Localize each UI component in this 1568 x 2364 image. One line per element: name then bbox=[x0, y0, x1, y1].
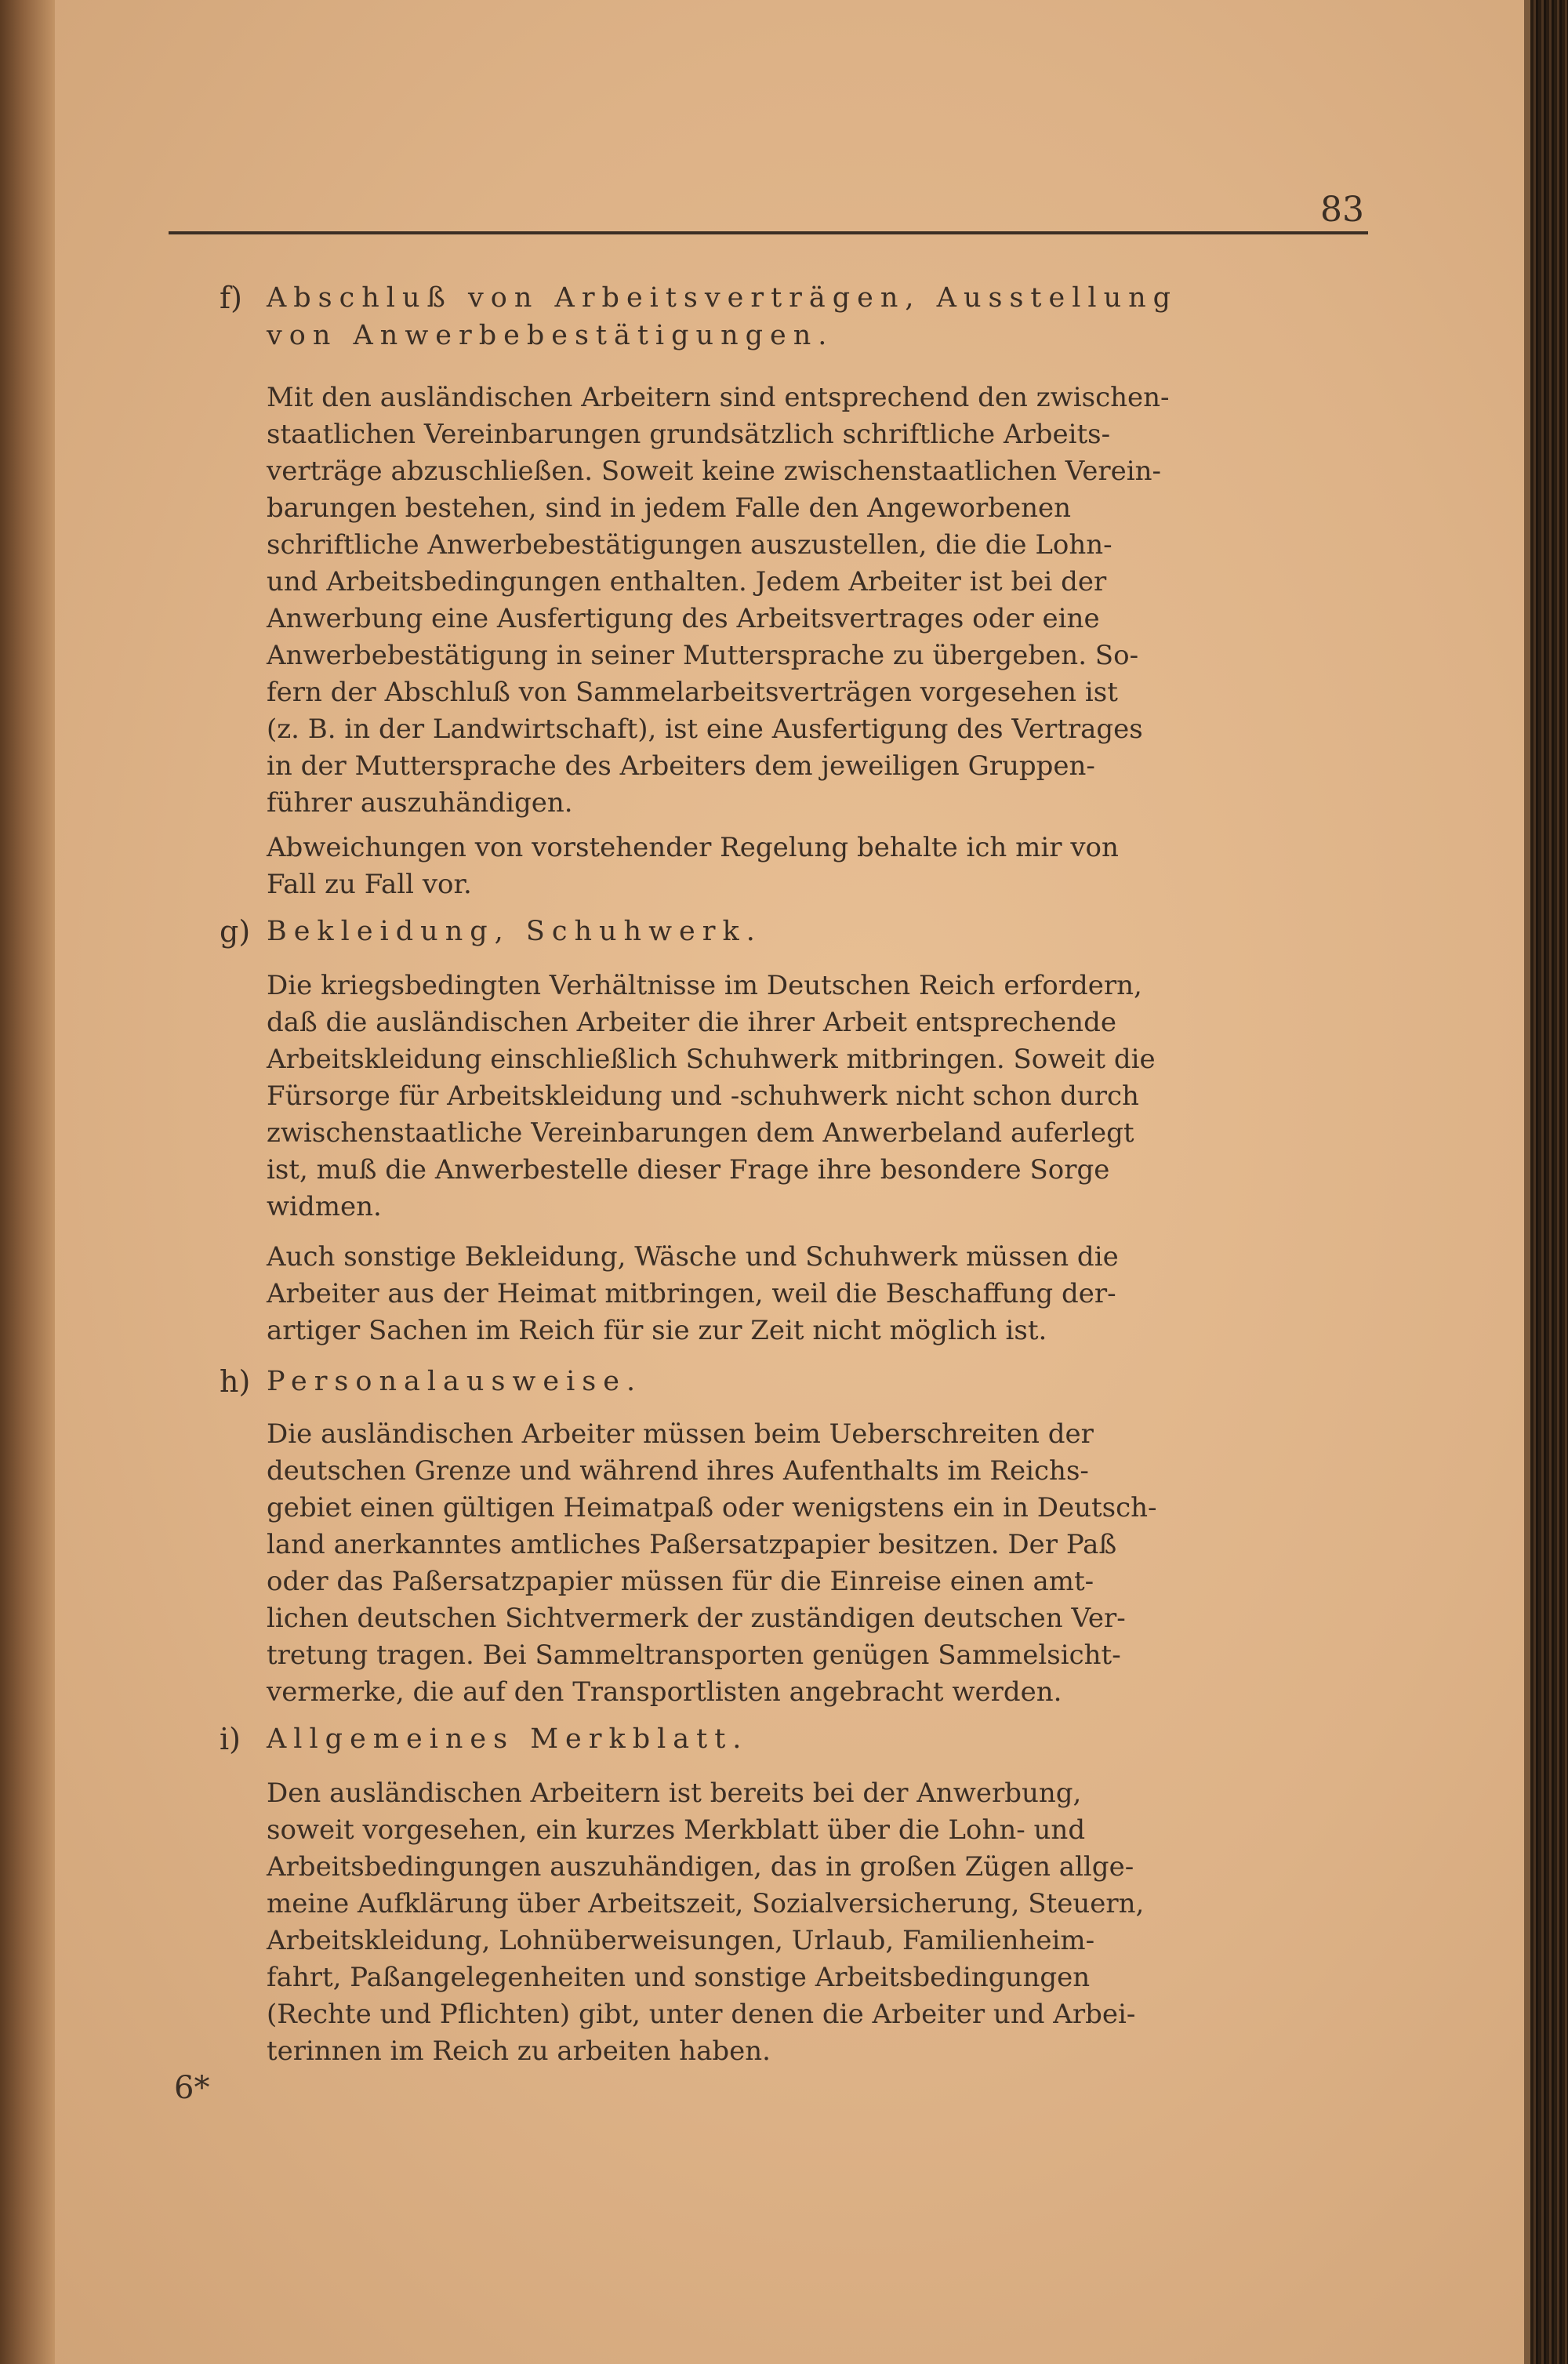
section-g-marker: g) bbox=[220, 914, 251, 949]
section-h-paragraph-1: Die ausländischen Arbeiter müssen beim Ueberschreiten der deutschen Grenze und während ihres Aufenthalts im Reichs- gebiet einen gültigen Heimatpaß oder wenigstens ein in Deutsch- land anerkanntes amtliches Paßersatzpapier besitzen. Der Paß oder das Paßersatzpapier müssen für die Einreise einen amt- lichen deutschen Sichtvermerk der zuständigen deutschen Ver- tretung tragen. Bei Sammeltransporten genügen Sammelsicht- vermerke, die auf den Transportlisten angebracht werden. bbox=[267, 1418, 1157, 1708]
section-g-paragraph-2: Auch sonstige Bekleidung, Wäsche und Schuhwerk müssen die Arbeiter aus der Heimat mitbringen, weil die Beschaffung der- artiger Sachen im Reich für sie zur Zeit nicht möglich ist. bbox=[267, 1241, 1119, 1346]
binding-gutter bbox=[0, 0, 55, 2364]
page-number: 83 bbox=[1320, 190, 1364, 230]
signature-mark: 6* bbox=[174, 2070, 210, 2106]
section-f-heading: Abschluß von Arbeitsverträgen, Ausstellung von Anwerbebestätigungen. bbox=[267, 282, 1178, 351]
section-i-marker: i) bbox=[220, 1722, 241, 1756]
section-f-paragraph-1: Mit den ausländischen Arbeitern sind entsprechend den zwischen- staatlichen Vereinbarungen grundsätzlich schriftliche Arbeits- verträge abzuschließen. Soweit keine zwischenstaatlichen Verein- barungen bestehen, sind in jedem Falle den Angeworbenen schriftliche Anwerbebestätigungen auszustellen, die die Lohn- und Arbeitsbedingungen enthalten. Jedem Arbeiter ist bei der Anwerbung eine Ausfertigung des Arbeitsvertrages oder eine Anwerbebestätigung in seiner Muttersprache zu übergeben. So- fern der Abschluß von Sammelarbeitsverträgen vorgesehen ist (z. B. in der Landwirtschaft), ist eine Ausfertigung des Vertrages in der Muttersprache des Arbeiters dem jeweiligen Gruppen- führer auszuhändigen. bbox=[267, 382, 1170, 819]
section-f-marker: f) bbox=[220, 281, 242, 315]
section-h-heading: Personalausweise. bbox=[267, 1366, 643, 1397]
section-h-marker: h) bbox=[220, 1364, 251, 1399]
section-i-heading: Allgemeines Merkblatt. bbox=[267, 1723, 749, 1755]
section-f-paragraph-2: Abweichungen von vorstehender Regelung behalte ich mir von Fall zu Fall vor. bbox=[267, 832, 1119, 900]
section-g-heading: Bekleidung, Schuhwerk. bbox=[267, 916, 762, 947]
page-edge-stack bbox=[1530, 0, 1568, 2364]
header-rule bbox=[169, 231, 1368, 234]
page-edge-light bbox=[1524, 0, 1530, 2364]
section-g-paragraph-1: Die kriegsbedingten Verhältnisse im Deutschen Reich erfordern, daß die ausländischen Arbeiter die ihrer Arbeit entsprechende Arbeitskleidung einschließlich Schuhwerk mitbringen. Soweit die Fürsorge für Arbeitskleidung und -schuhwerk nicht schon durch zwischenstaatliche Vereinbarungen dem Anwerbeland auferlegt ist, muß die Anwerbestelle dieser Frage ihre besondere Sorge widmen. bbox=[267, 970, 1156, 1222]
section-i-paragraph-1: Den ausländischen Arbeitern ist bereits bei der Anwerbung, soweit vorgesehen, ein kurzes Merkblatt über die Lohn- und Arbeitsbedingungen auszuhändigen, das in großen Zügen allge- meine Aufklärung über Arbeitszeit, Sozialversicherung, Steuern, Arbeitskleidung, Lohnüberweisungen, Urlaub, Familienheim- fahrt, Paßangelegenheiten und sonstige Arbeitsbedingungen (Rechte und Pflichten) gibt, unter denen die Arbeiter und Arbei- terinnen im Reich zu arbeiten haben. bbox=[267, 1778, 1145, 2067]
